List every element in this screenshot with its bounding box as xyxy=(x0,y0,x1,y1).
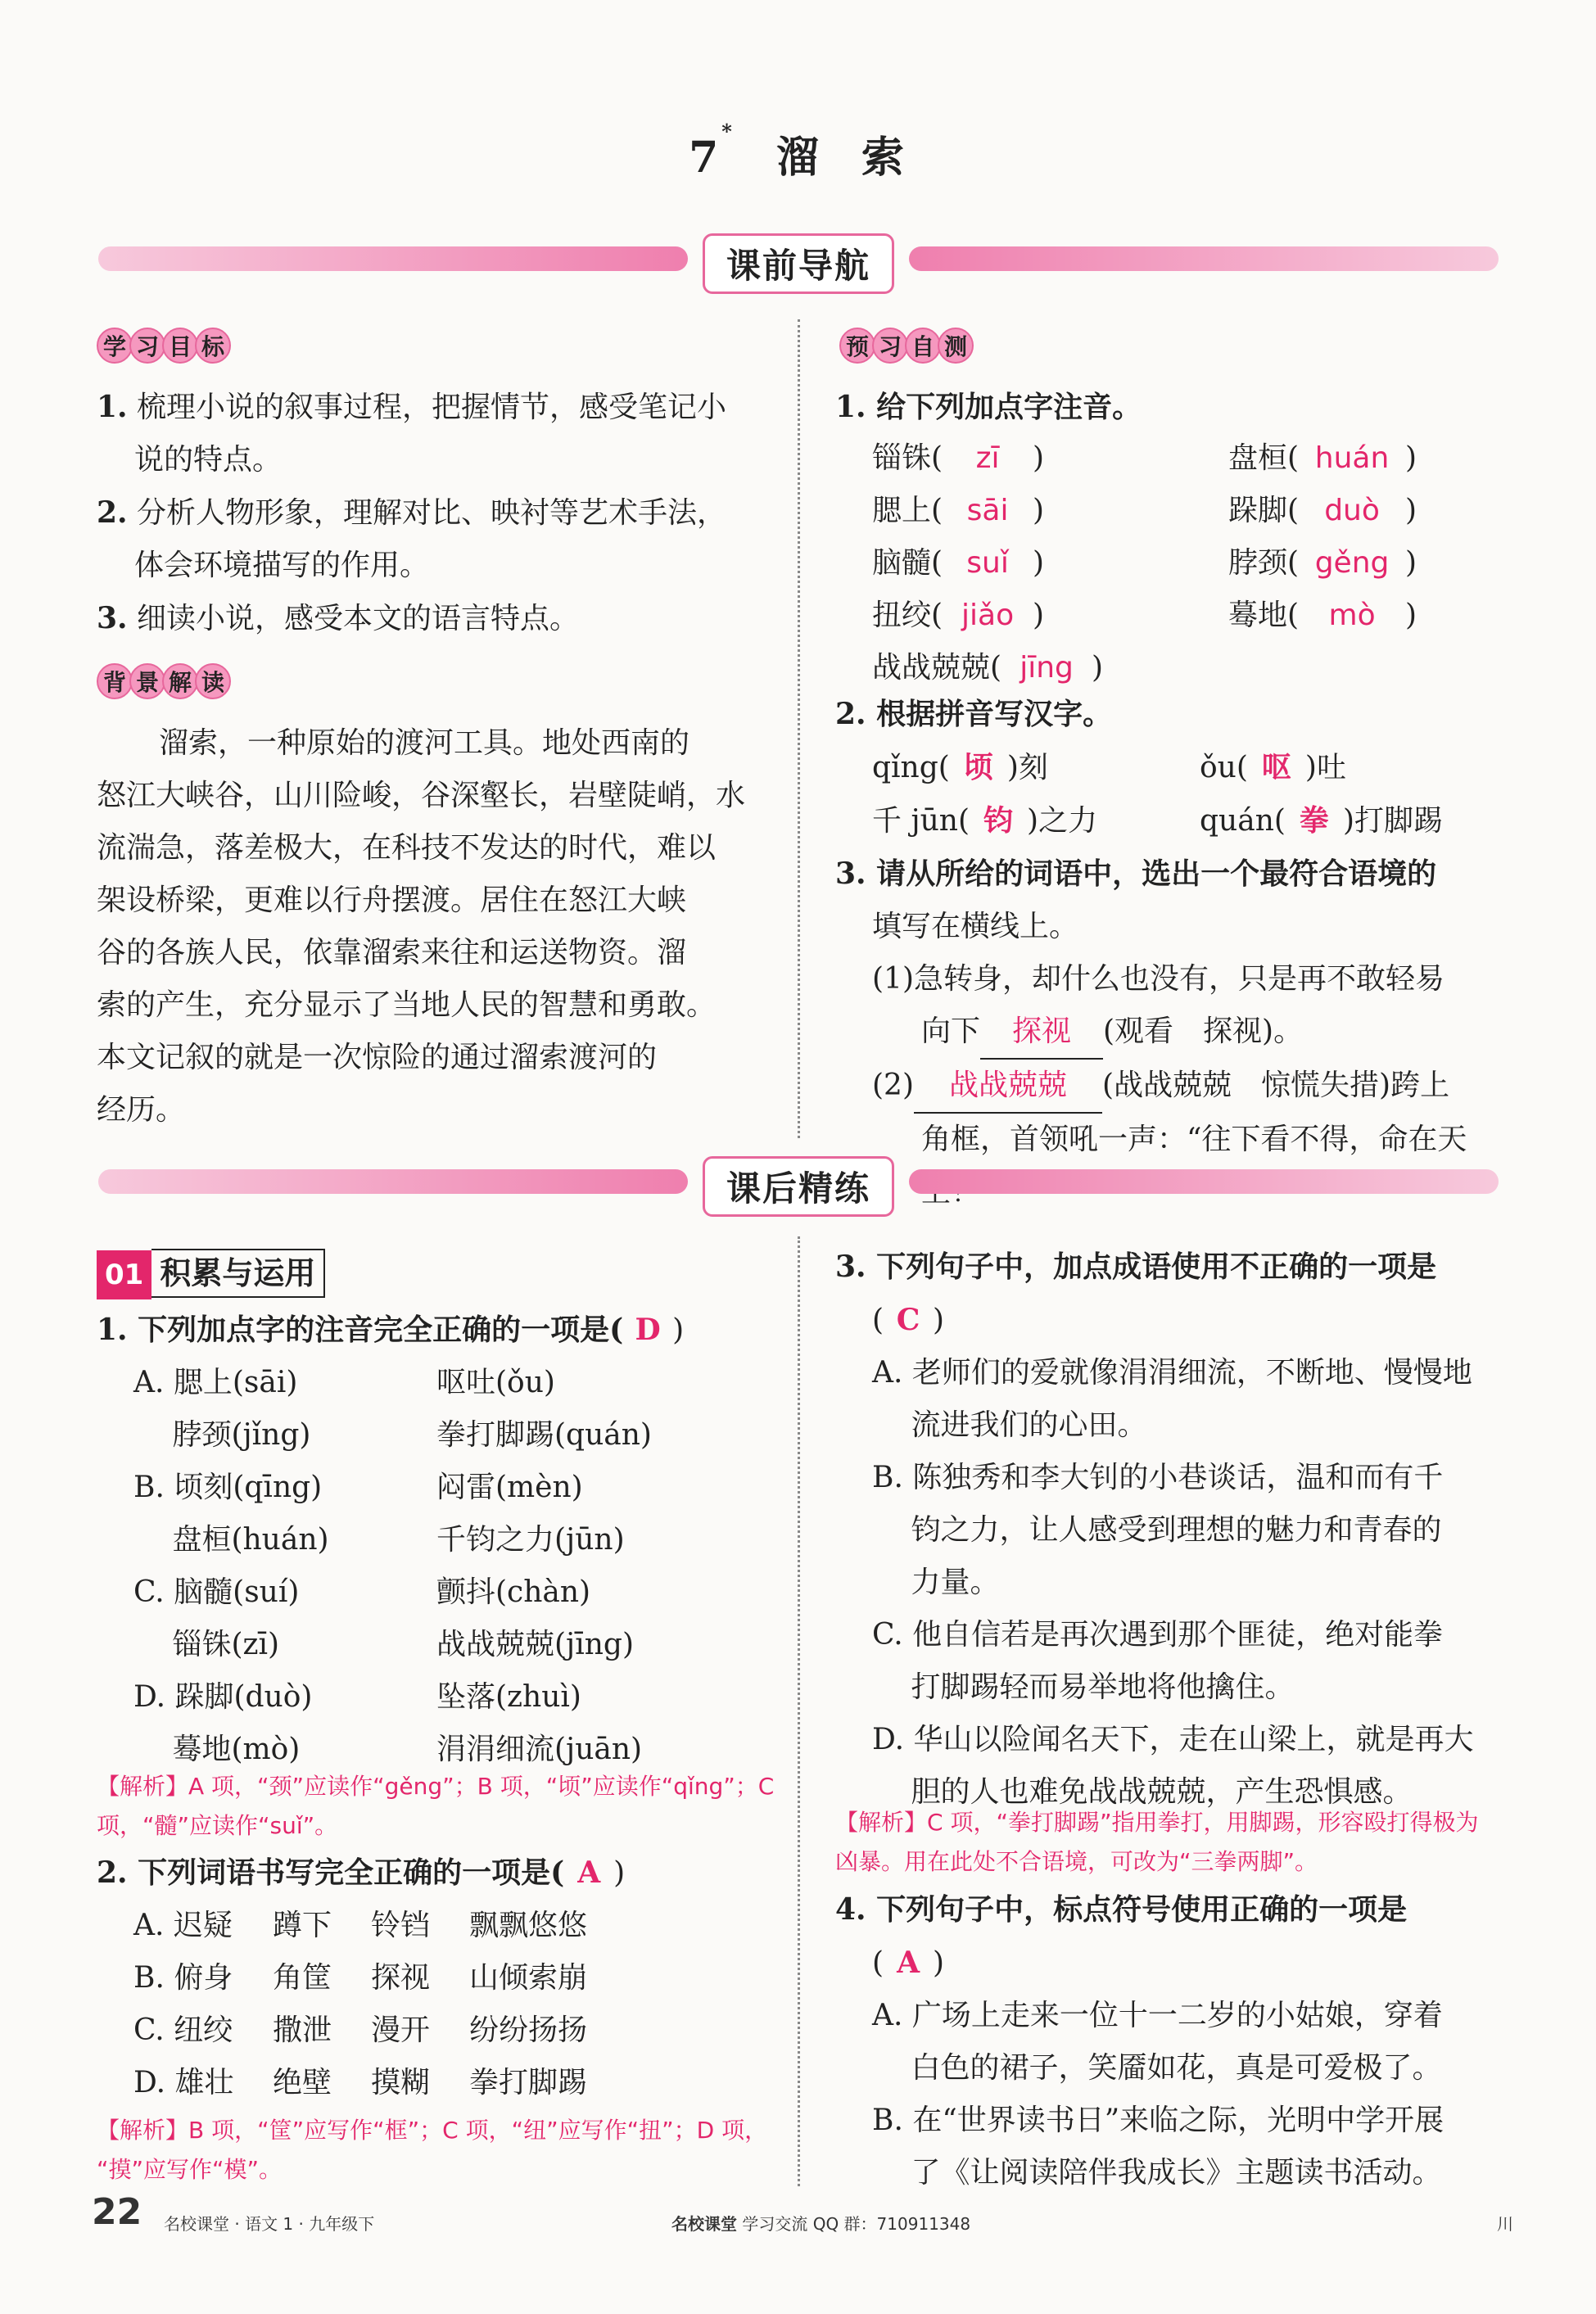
right-q4: 4. 下列句子中，标点符号使用正确的一项是 ( A ) A. 广场上走来一位十一二岁的小姑娘，穿着 白色的裙子，笑靥如花，真是可爱极了。 B. 在“世界读书日”来临之际，光明中学开展 了《让阅读陪伴我成长》主题读书活动。 xyxy=(835,1892,1445,2190)
footer-mark: 川 xyxy=(1497,2214,1513,2234)
tag-background: 背 景 解 读 xyxy=(97,663,228,699)
column-divider xyxy=(798,319,800,1138)
lesson-title-b: 索 xyxy=(861,133,907,183)
section-number: 01 xyxy=(97,1250,151,1299)
section-01-header xyxy=(97,1249,325,1298)
goals-list: 1. 梳理小说的叙事过程，把握情节，感受笔记小 说的特点。 2. 分析人物形象，理解对比、映衬等艺术手法， 体会环境描写的作用。 3. 细读小说，感受本文的语言特点。 xyxy=(97,381,776,645)
left-questions: 1. 下列加点字的注音完全正确的一项是( D ) A. 腮上(sāi) 呕吐(ǒu) 脖颈(jǐng) 拳打脚踢(quán) B. 顷刻(qīng) 闷雷(mèn) 盘桓(huán) 千钧之力(jūn) C. 脑髓(suí) 颤抖(chàn) 锱铢(zī) 战战兢兢(jīng) D. 跺脚(duò) 坠落(zhuì) 蓦地(mò) 涓涓细流(juān) xyxy=(97,1313,685,1766)
footer-qq: 名校课堂 学习交流 QQ 群：710911348 xyxy=(671,2214,971,2234)
left-q2: 2. 下列词语书写完全正确的一项是( A ) A. 迟疑 蹲下 铃铛 飘飘悠悠 B. 俯身 角筐 探视 山倾索崩 C. 纽绞 撒泄 漫开 纷纷扬扬 D. 雄壮 绝壁 摸糊 拳打脚踢 xyxy=(97,1855,626,2099)
preview-q1: 1. 给下列加点字注音。 xyxy=(835,390,1142,424)
preview-q2: 2. 根据拼音写汉字。 qǐng( 顷 )刻 ǒu( 呕 )吐 千 jūn( 钧 )之力 quán( 拳 )打脚踢 3. 请从所给的词语中，选出一个最符合语境的 填写在横线上。 (1)急转身，却什么也没有，只是再不敢轻易 向下 探视 (观看 探视)。 (2) 战战兢兢 (战战兢兢 惊慌失措)跨上 角框，首领吼一声：“往下看不得，命在天 xyxy=(835,697,1467,1156)
q2-analysis: 【解析】B 项，“筐”应写作“框”；C 项，“纽”应写作“扭”；D 项， “摸”应写作“模”。 xyxy=(97,2117,768,2183)
pinyin-grid: 锱铢( zī ) 盘桓( huán ) 腮上( sāi ) 跺脚( duò ) 脑髓( suǐ ) 脖颈( gěng ) 扭绞( jiǎo ) 蓦地( mò ) 战战兢兢( jīng ) xyxy=(872,441,1417,685)
tag-goals: 学 习 目 标 xyxy=(97,328,228,364)
lesson-title-a: 溜 xyxy=(775,133,822,183)
column-divider-2 xyxy=(798,1236,800,2186)
lesson-mark: * xyxy=(721,120,735,143)
tag-preview: 预 习 自 测 xyxy=(839,328,970,364)
goal-item: 1. 梳理小说的叙事过程，把握情节，感受笔记小 xyxy=(97,390,727,424)
banner-pre-class xyxy=(98,233,1499,287)
section-title: 积累与运用 xyxy=(151,1249,325,1298)
right-q3: 3. 下列句子中，加点成语使用不正确的一项是 ( C ) A. 老师们的爱就像涓涓细流，不断地、慢慢地 流进我们的心田。 B. 陈独秀和李大钊的小巷谈话，温和而有千 钧之力，让人感受到理想的魅力和青春的 力量。 C. 他自信若是再次遇到那个匪徒，绝对能拳 打脚踢轻而易举地将他擒住。 D. 华山以险闻名天下，走在山梁上，就是再大 胆的人也难免战战兢兢，产生恐惧感。 xyxy=(835,1250,1474,1809)
q1-analysis: 【解析】A 项，“颈”应读作“gěng”；B 项，“顷”应读作“qǐng”；C 项，“髓”应读作“suǐ”。 xyxy=(97,1773,775,1839)
footer-brand: 名校课堂 xyxy=(671,2214,737,2234)
banner-post-class xyxy=(98,1156,1499,1210)
goal-item: 2. 分析人物形象，理解对比、映衬等艺术手法， xyxy=(97,495,727,530)
background-text: 溜索，一种原始的渡河工具。地处西南的 怒江大峡谷，山川险峻，谷深壑长，岩壁陡峭，水 流湍急，落差极大，在科技不发达的时代，难以 架设桥梁，更难以行舟摆渡。居住在怒江大峡 谷的各族人民，依靠溜索来往和运送物资。溜 索的产生，充分显示了当地人民的智慧和勇敢。 本文记叙的就是一次惊险的通过溜索渡河的 经历。 xyxy=(97,726,746,1127)
lesson-number: 7 xyxy=(689,133,722,183)
banner-pre-label: 课前导航 xyxy=(703,233,894,294)
lesson-title xyxy=(0,120,1596,184)
footer-book: 名校课堂 · 语文 1 · 九年级下 xyxy=(164,2214,375,2234)
page-number: 22 xyxy=(92,2191,142,2233)
q3-analysis: 【解析】C 项，“拳打脚踢”指用拳打，用脚踢，形容殴打得极为 凶暴。用在此处不合语境，可改为“三拳两脚”。 xyxy=(835,1809,1479,1875)
goal-item: 3. 细读小说，感受本文的语言特点。 xyxy=(97,601,580,635)
banner-post-label: 课后精练 xyxy=(703,1156,894,1217)
